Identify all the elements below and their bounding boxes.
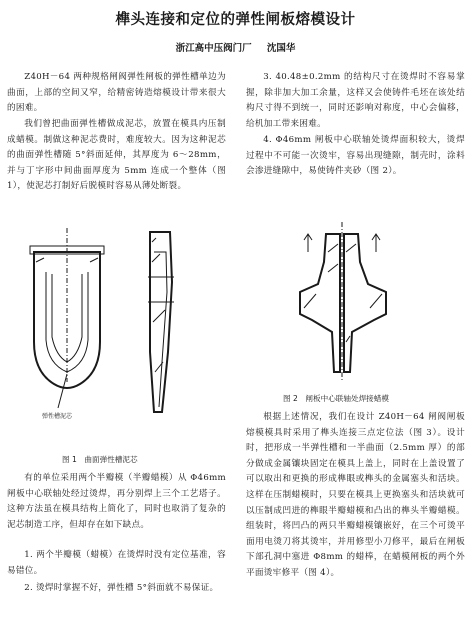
article-title: 榫头连接和定位的弹性闸板熔模设计 bbox=[115, 12, 356, 28]
right-paragraph-2: 4. Φ46mm 闸板中心联轴处烫焊面积较大，烫焊过程中不可能一次烫牢，容易出现缝隙，制壳时，涂料会渗进缝隙中，易使铸件夹砂（图 2）。 bbox=[246, 135, 465, 177]
right-paragraph-3: 根据上述情况，我们在设计 Z40H－64 闸阀闸板熔模模具时采用了榫头连接三点定位法（图 3）。设计时，把形成一半弹性槽和一半曲面（2.5mm 厚）的部分做成金属镶块固定在模具上盖上，同时在上盖设置了可以取出和更换的形成榫眼或榫头的金属塞头和活块。这样在压制蜡模时，只要在模具上更换塞头和活块就可以压制成凹进的榫眼半瓣蜡模和凸出的榫头半瓣蜡模。组装时，将凹凸的两只半瓣蜡模镶嵌好，在三个可烫平面用电烫刀将其烫牢，并用修型小刀修平，最后在闸板下部孔洞中塞进 Φ8mm 的蜡棒，在蜡模闸板的两个外平面烫牢修平（图 4）。 bbox=[246, 412, 465, 578]
figure-1-drawing bbox=[22, 222, 222, 432]
left-paragraph-3: 有的单位采用两个半瓣模（半瓣蜡模）从 Φ46mm 闸板中心联轴处经过烫焊，再分别焊上三个工艺塔子。这种方法虽在模具结构上简化了，同时也取消了复杂的泥芯制造工序，但却存在如下缺点。 bbox=[7, 473, 226, 530]
byline bbox=[0, 40, 471, 54]
author-name: 沈国华 bbox=[266, 43, 296, 54]
left-paragraph-2: 我们曾把曲面弹性槽做成泥芯，放置在模具内压制成蜡模。制做这种泥芯费时，难度较大。因为这种泥芯的曲面弹性槽随 5°斜面延伸，其厚度为 6～28mm，并与丁字形中间曲面厚度为 5mm 连成一个整体（图 1），使泥芯打制好后脱模时容易从薄处断裂。 bbox=[7, 119, 226, 192]
author-organization: 浙江高中压阀门厂 bbox=[175, 43, 252, 54]
figure-2-drawing bbox=[290, 222, 430, 387]
left-paragraph-5: 2. 烫焊时掌握不好，弹性槽 5°斜面就不易保证。 bbox=[24, 583, 219, 593]
figure-1-label: 弹性槽泥芯 bbox=[42, 413, 73, 420]
right-paragraph-1: 3. 40.48±0.2mm 的结构尺寸在烫焊时不容易掌握，除非加大加工余量，这样又会使铸件毛坯在该处结构尺寸得不到统一，同时还影响对称度，中心会偏移，给机加工带来困难。 bbox=[246, 72, 465, 129]
left-paragraph-4: 1. 两个半瓣模（蜡模）在烫焊时没有定位基准，容易错位。 bbox=[7, 550, 226, 576]
figure-2-caption: 图 2 闸板中心联轴处焊接蜡模 bbox=[283, 394, 389, 403]
left-paragraph-1: Z40H－64 两种规格闸阀弹性闸板的弹性槽单边为曲面，上部的空间又窄，给精密铸造熔模设计带来很大的困难。 bbox=[7, 72, 226, 114]
figure-1-caption: 图 1 曲面弹性槽泥芯 bbox=[62, 455, 138, 464]
